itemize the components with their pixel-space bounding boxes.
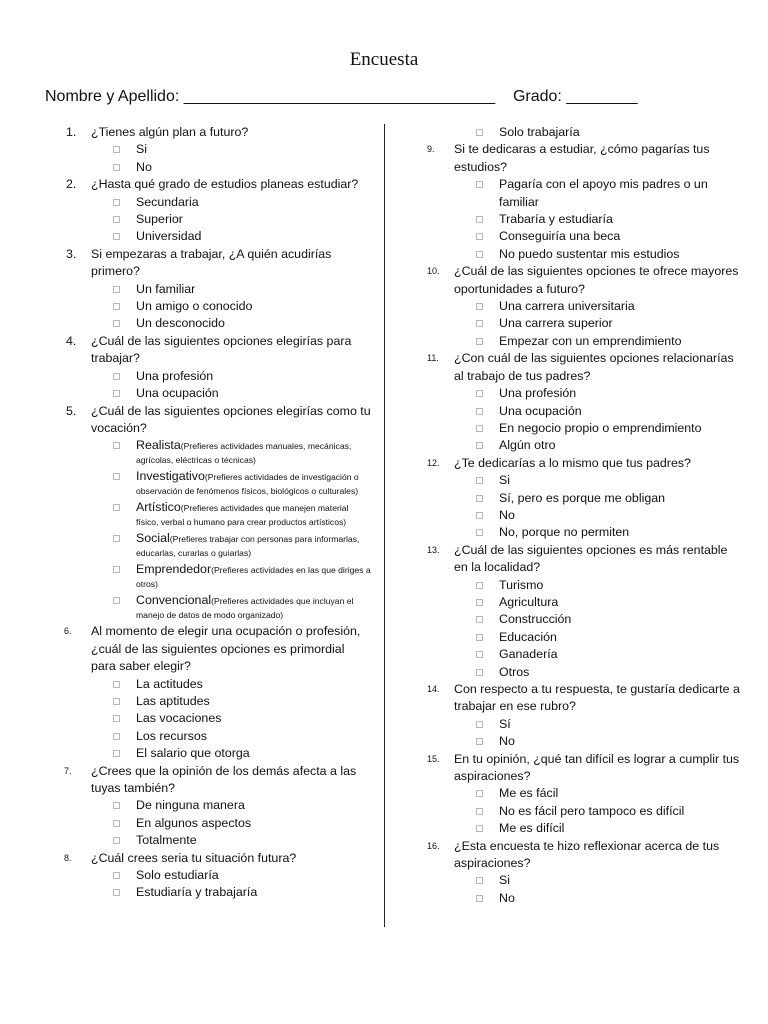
vocation-name: Artístico (136, 500, 181, 515)
checkbox-icon[interactable] (113, 216, 120, 223)
answer-option-label: En algunos aspectos (136, 815, 252, 830)
checkbox-icon[interactable] (476, 408, 483, 415)
answer-option[interactable] (423, 403, 743, 420)
checkbox-icon[interactable] (113, 286, 120, 293)
checkbox-icon[interactable] (476, 582, 483, 589)
answer-option-label: No (136, 159, 152, 174)
checkbox-icon[interactable] (113, 750, 120, 757)
question-text: ¿Cuál de las siguientes opciones elegirías como tu vocación? (91, 403, 371, 435)
checkbox-icon[interactable] (476, 825, 483, 832)
checkbox-icon[interactable] (476, 808, 483, 815)
answer-option[interactable] (423, 385, 743, 402)
question-number: 1. (66, 125, 77, 139)
question-number: 4. (66, 333, 77, 348)
question-number: 6. (64, 626, 72, 637)
answer-option-label: Me es difícil (499, 821, 565, 836)
answer-option-label: Secundaria (136, 194, 199, 209)
vocation-option[interactable] (60, 592, 372, 623)
checkbox-icon[interactable] (476, 129, 483, 136)
answer-option[interactable] (423, 524, 743, 541)
vocation-name: Convencional (136, 593, 212, 608)
question (423, 455, 743, 472)
answer-option-label: Totalmente (136, 833, 197, 848)
question (60, 623, 372, 675)
answer-option-label: No, porque no permiten (499, 525, 630, 540)
answer-option[interactable] (60, 368, 372, 385)
answer-option-label: Trabaría y estudiaría (499, 212, 613, 227)
answer-option-label: Si (499, 873, 511, 888)
answer-option-label: Otros (499, 664, 530, 679)
answer-option-label: Sí, pero es porque me obligan (499, 490, 666, 505)
answer-option-label: Conseguiría una beca (499, 229, 621, 244)
answer-option-label: Los recursos (136, 728, 207, 743)
answer-option[interactable] (60, 141, 372, 158)
question (423, 542, 743, 577)
checkbox-icon[interactable] (476, 233, 483, 240)
vocation-option[interactable] (60, 468, 372, 499)
vocation-option[interactable] (60, 561, 372, 592)
answer-option[interactable] (423, 664, 743, 681)
answer-option-label: No puedo sustentar mis estudios (499, 246, 680, 261)
checkbox-icon[interactable] (113, 146, 120, 153)
answer-option[interactable] (60, 710, 372, 727)
answer-option[interactable] (423, 733, 743, 750)
answer-option-label: Ganadería (499, 647, 558, 662)
checkbox-icon[interactable] (113, 390, 120, 397)
answer-option[interactable] (60, 867, 372, 884)
vocation-option[interactable] (60, 530, 372, 561)
question-text: ¿Te dedicarías a lo mismo que tus padres? (454, 455, 691, 470)
checkbox-icon[interactable] (476, 738, 483, 745)
question (60, 246, 372, 281)
name-grade-line: Nombre y Apellido: ___________________________________ Grado: ________ (45, 88, 638, 105)
checkbox-icon[interactable] (113, 373, 120, 380)
right-column (423, 124, 743, 907)
checkbox-icon[interactable] (476, 877, 483, 884)
question-text: ¿Tienes algún plan a futuro? (91, 125, 249, 139)
vocation-description: (Prefieres actividades en las que diriges a otros) (136, 565, 371, 590)
answer-option[interactable] (423, 646, 743, 663)
question-number: 2. (66, 177, 77, 192)
answer-option[interactable] (423, 507, 743, 524)
question-text: ¿Esta encuesta te hizo reflexionar acerca de tus aspiraciones? (454, 838, 720, 871)
checkbox-icon[interactable] (113, 802, 120, 809)
answer-option[interactable] (423, 437, 743, 454)
checkbox-icon[interactable] (476, 669, 483, 676)
answer-option-label: Sí (499, 716, 511, 731)
checkbox-icon[interactable] (113, 698, 120, 705)
question (60, 176, 372, 193)
vocation-description: (Prefieres actividades que manejen material físico, verbal o humano para crear productos artísticos) (136, 503, 349, 528)
checkbox-icon[interactable] (113, 681, 120, 688)
checkbox-icon[interactable] (113, 303, 120, 310)
question (60, 403, 372, 438)
answer-option[interactable] (60, 298, 372, 315)
vocation-option[interactable] (60, 437, 372, 468)
question-text: En tu opinión, ¿qué tan difícil es lograr a cumplir tus aspiraciones? (454, 751, 740, 784)
question-text: Si te dedicaras a estudiar, ¿cómo pagarías tus estudios? (454, 142, 710, 174)
answer-option[interactable] (423, 420, 743, 437)
answer-option[interactable] (423, 785, 743, 802)
checkbox-icon[interactable] (476, 338, 483, 345)
answer-option-label: No es fácil pero tampoco es difícil (499, 803, 685, 818)
vocation-name: Social (136, 531, 170, 546)
question-number: 11. (427, 353, 439, 364)
question-text: ¿Crees que la opinión de los demás afecta a las tuyas también? (91, 763, 357, 795)
checkbox-icon[interactable] (113, 872, 120, 879)
answer-option[interactable] (60, 159, 372, 176)
answer-option[interactable] (60, 211, 372, 228)
question-number: 16. (427, 840, 440, 851)
vocation-description: (Prefieres trabajar con personas para informarlas, educarlas, curarlas o guiarlas) (136, 534, 360, 559)
checkbox-icon[interactable] (113, 820, 120, 827)
question-number: 10. (427, 266, 440, 277)
answer-option-label: Un familiar (136, 281, 196, 296)
answer-option[interactable] (423, 611, 743, 628)
answer-option[interactable] (423, 872, 743, 889)
answer-option-label: No (499, 890, 515, 905)
checkbox-icon[interactable] (476, 512, 483, 519)
vocation-name: Investigativo (136, 469, 205, 484)
answer-option[interactable] (60, 728, 372, 745)
answer-option[interactable] (60, 797, 372, 814)
question-text: Con respecto a tu respuesta, te gustaría dedicarte a trabajar en ese rubro? (454, 682, 740, 714)
answer-option[interactable] (423, 629, 743, 646)
answer-option[interactable] (60, 745, 372, 762)
question-text: Si empezaras a trabajar, ¿A quién acudirías primero? (91, 246, 332, 279)
answer-option-label: Una ocupación (499, 403, 582, 418)
answer-option[interactable] (60, 315, 372, 332)
checkbox-icon[interactable] (476, 790, 483, 797)
checkbox-icon[interactable] (113, 566, 120, 573)
checkbox-icon[interactable] (476, 529, 483, 536)
question-text: ¿Cuál de las siguientes opciones te ofrece mayores oportunidades a futuro? (454, 264, 739, 296)
question-number: 8. (64, 852, 72, 863)
checkbox-icon[interactable] (113, 199, 120, 206)
question (60, 850, 372, 867)
answer-option-label: Superior (136, 212, 183, 227)
question-text: ¿Cuál de las siguientes opciones es más rentable en la localidad? (454, 542, 728, 575)
answer-option[interactable] (423, 577, 743, 594)
checkbox-icon[interactable] (476, 599, 483, 606)
answer-option-label: Solo estudiaría (136, 868, 219, 882)
answer-option[interactable] (60, 385, 372, 402)
answer-option-label: Una profesión (499, 386, 577, 401)
question (60, 333, 372, 368)
question-text: ¿Cuál de las siguientes opciones elegirías para trabajar? (91, 333, 352, 366)
answer-option-label: No (499, 734, 515, 749)
question-number: 14. (427, 684, 440, 694)
answer-option-label: Un desconocido (136, 316, 225, 331)
answer-option[interactable] (423, 333, 743, 350)
checkbox-icon[interactable] (113, 837, 120, 844)
checkbox-icon[interactable] (476, 251, 483, 258)
checkbox-icon[interactable] (113, 715, 120, 722)
left-column (60, 124, 372, 902)
answer-option[interactable] (423, 490, 743, 507)
answer-option-label: Solo trabajaría (499, 125, 580, 139)
answer-option-label: Agricultura (499, 594, 559, 609)
vocation-name: Emprendedor (136, 562, 212, 577)
answer-option-label: Un amigo o conocido (136, 299, 253, 314)
question (423, 838, 743, 873)
checkbox-icon[interactable] (113, 473, 120, 480)
answer-option-label: La actitudes (136, 676, 203, 691)
answer-option[interactable] (423, 124, 743, 141)
answer-option[interactable] (423, 315, 743, 332)
question-number: 5. (66, 403, 77, 418)
checkbox-icon[interactable] (113, 535, 120, 542)
answer-option-label: De ninguna manera (136, 798, 245, 813)
question-number: 9. (427, 144, 435, 155)
answer-option[interactable] (423, 716, 743, 733)
answer-option[interactable] (60, 884, 372, 901)
page-title: Encuesta (349, 49, 419, 70)
checkbox-icon[interactable] (476, 495, 483, 502)
checkbox-icon[interactable] (476, 216, 483, 223)
checkbox-icon[interactable] (476, 425, 483, 432)
checkbox-icon[interactable] (476, 616, 483, 623)
checkbox-icon[interactable] (113, 442, 120, 449)
question-number: 12. (427, 457, 440, 468)
vocation-description: (Prefieres actividades que incluyan el manejo de datos de modo organizado) (136, 596, 354, 621)
checkbox-icon[interactable] (476, 303, 483, 310)
column-divider (384, 124, 385, 927)
checkbox-icon[interactable] (113, 164, 120, 171)
answer-option[interactable] (423, 820, 743, 837)
answer-option[interactable] (423, 472, 743, 489)
answer-option[interactable] (423, 803, 743, 820)
question-text: ¿Hasta qué grado de estudios planeas estudiar? (91, 177, 359, 192)
vocation-option[interactable] (60, 499, 372, 530)
question (423, 350, 743, 385)
checkbox-icon[interactable] (476, 721, 483, 728)
answer-option-label: El salario que otorga (136, 746, 250, 761)
checkbox-icon[interactable] (113, 233, 120, 240)
answer-option[interactable] (423, 298, 743, 315)
answer-option-label: Turismo (499, 577, 544, 592)
answer-option-label: Universidad (136, 229, 202, 244)
question-number: 3. (66, 246, 77, 261)
answer-option[interactable] (60, 693, 372, 710)
checkbox-icon[interactable] (476, 634, 483, 641)
answer-option-label: Empezar con un emprendimiento (499, 333, 682, 348)
checkbox-icon[interactable] (476, 651, 483, 658)
vocation-name: Realista (136, 438, 181, 453)
question (60, 763, 372, 798)
question-number: 13. (427, 544, 440, 555)
question (423, 263, 743, 298)
answer-option[interactable] (60, 194, 372, 211)
answer-option-label: Algún otro (499, 438, 556, 453)
checkbox-icon[interactable] (113, 504, 120, 511)
answer-option[interactable] (60, 815, 372, 832)
answer-option-label: Me es fácil (499, 786, 559, 801)
checkbox-icon[interactable] (113, 597, 120, 604)
answer-option-label: Una carrera universitaria (499, 299, 635, 314)
answer-option[interactable] (423, 228, 743, 245)
checkbox-icon[interactable] (476, 181, 483, 188)
answer-option[interactable] (60, 281, 372, 298)
answer-option-label: Si (499, 473, 511, 488)
question (423, 751, 743, 786)
question-text: Al momento de elegir una ocupación o profesión, ¿cuál de las siguientes opciones es primordial para saber elegir? (91, 624, 361, 674)
answer-option-label: No (499, 507, 515, 522)
answer-option[interactable] (423, 246, 743, 263)
question (60, 124, 372, 141)
answer-option-label: En negocio propio o emprendimiento (499, 420, 702, 435)
answer-option-label: Si (136, 142, 148, 157)
question (423, 141, 743, 176)
answer-option[interactable] (423, 211, 743, 228)
checkbox-icon[interactable] (476, 390, 483, 397)
answer-option[interactable] (423, 176, 743, 211)
question (423, 681, 743, 716)
checkbox-icon[interactable] (476, 442, 483, 449)
answer-option-label: Una profesión (136, 368, 214, 383)
answer-option-label: Estudiaría y trabajaría (136, 885, 258, 900)
checkbox-icon[interactable] (113, 733, 120, 740)
answer-option-label: Educación (499, 629, 557, 644)
answer-option-label: Las aptitudes (136, 693, 210, 708)
answer-option-label: Una carrera superior (499, 316, 613, 331)
vocation-description: (Prefieres actividades de investigación o observación de fenómenos físicos, biológicos o culturales) (136, 472, 359, 497)
answer-option-label: Construcción (499, 612, 572, 627)
question-number: 15. (427, 753, 440, 764)
checkbox-icon[interactable] (476, 477, 483, 484)
checkbox-icon[interactable] (476, 895, 483, 902)
answer-option[interactable] (60, 228, 372, 245)
question-number: 7. (64, 765, 72, 776)
question-text: ¿Cuál crees seria tu situación futura? (91, 850, 297, 865)
question-text: ¿Con cuál de las siguientes opciones relacionarías al trabajo de tus padres? (454, 351, 734, 383)
checkbox-icon[interactable] (113, 320, 120, 327)
answer-option[interactable] (60, 676, 372, 693)
checkbox-icon[interactable] (113, 889, 120, 896)
answer-option[interactable] (423, 890, 743, 907)
answer-option[interactable] (423, 594, 743, 611)
answer-option-label: Pagaría con el apoyo mis padres o un familiar (499, 177, 708, 209)
vocation-description: (Prefieres actividades manuales, mecánicas, agrícolas, eléctricas o técnicas) (136, 441, 352, 466)
answer-option[interactable] (60, 832, 372, 849)
answer-option-label: Las vocaciones (136, 711, 222, 726)
answer-option-label: Una ocupación (136, 386, 219, 401)
checkbox-icon[interactable] (476, 320, 483, 327)
